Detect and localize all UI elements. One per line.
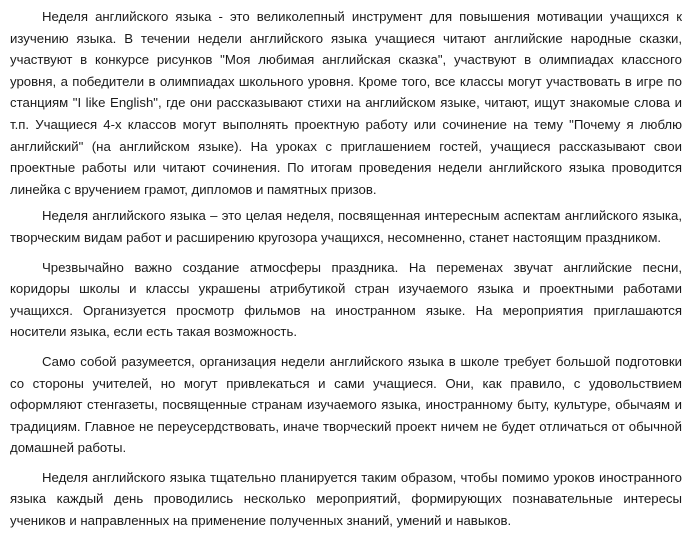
paragraph-1: Неделя английского языка - это великолепный инструмент для повышения мотивации учащихся к изучению языка. В течении недели английского языка учащиеся читают английские народные сказки, участвуют в конкурсе рисунков "Моя любимая английская сказка", участвуют в олимпиадах классного уровня, а победители в олимпиадах школьного уровня. Кроме того, все классы могут участвовать в игре по станциям "I like English", где они рассказывают стихи на английском языке, читают, ищут знакомые слова и т.п. Учащиеся 4-х классов могут выполнять проектную работу или сочинение на тему "Почему я люблю английский" (на английском языке). На уроках с приглашением гостей, учащиеся рассказывают свои проектные работы или читают сочинения. По итогам проведения недели английского языка проводится линейка с вручением грамот, дипломов и памятных призов. (10, 9, 682, 197)
paragraph-5: Неделя английского языка тщательно планируется таким образом, чтобы помимо уроков иностранного языка каждый день проводились несколько мероприятий, формирующих познавательные интересы учеников и направленных на применение полученных знаний, умений и навыков. (10, 469, 682, 529)
document-body (10, 6, 682, 540)
paragraph-3: Чрезвычайно важно создание атмосферы праздника. На переменах звучат английские песни, коридоры школы и классы украшены атрибутикой стран изучаемого языка и проектными работами учащихся. Организуется просмотр фильмов на иностранном языке. На мероприятия приглашаются носители языка, если есть такая возможность. (10, 259, 682, 340)
paragraph-4: Само собой разумеется, организация недели английского языка в школе требует большой подготовки со стороны учителей, но могут привлекаться и сами учащиеся. Они, как правило, с удовольствием оформляют стенгазеты, посвященные странам изучаемого языка, иностранному быту, культуре, обычаям и традициям. Главное не переусердствовать, иначе творческий проект ничем не будет отличаться от обычной домашней работы. (10, 353, 682, 456)
paragraph-2: Неделя английского языка – это целая неделя, посвященная интересным аспектам английского языка, творческим видам работ и расширению кругозора учащихся, несомненно, станет настоящим праздником. (10, 208, 682, 245)
